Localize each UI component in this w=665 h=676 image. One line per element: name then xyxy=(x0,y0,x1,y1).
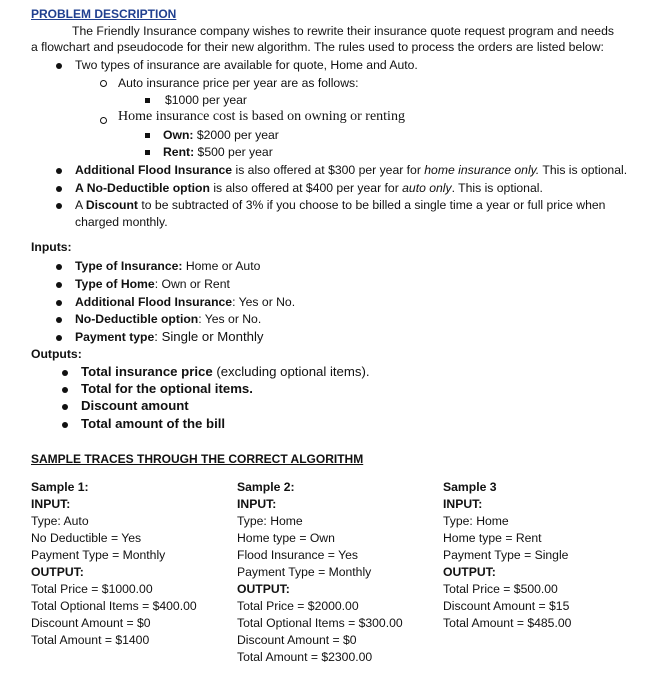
bullet-dot xyxy=(62,404,68,410)
sample-3-input-label: INPUT: xyxy=(443,497,483,511)
discount-line-2: charged monthly. xyxy=(75,215,168,229)
input-item-label: Type of Home xyxy=(75,277,155,291)
discount-text: to be subtracted of 3% if you choose to be billed a single time a year or full price when xyxy=(137,198,606,212)
sample-3-input: Home type = Rent xyxy=(443,531,542,545)
bullet-dot xyxy=(62,387,68,393)
input-item-label: Type of Insurance: xyxy=(75,259,183,273)
discount-pre: A xyxy=(75,198,86,212)
sub-bullet-square xyxy=(145,133,150,138)
sample-2-output: Discount Amount = $0 xyxy=(237,633,357,647)
flood-line xyxy=(75,163,627,178)
sample-1-input: Payment Type = Monthly xyxy=(31,548,166,562)
sample-1-output: Total Optional Items = $400.00 xyxy=(31,599,197,613)
sample-3-output: Total Price = $500.00 xyxy=(443,582,558,596)
auto-heading: Auto insurance price per year are as follows: xyxy=(118,76,359,90)
own-value: $2000 per year xyxy=(193,128,279,142)
bullet-dot xyxy=(56,63,62,69)
output-item-1 xyxy=(81,364,370,379)
input-item xyxy=(75,259,260,274)
bullet-dot xyxy=(56,264,62,270)
flood-bold: Additional Flood Insurance xyxy=(75,163,233,177)
bullet-dot xyxy=(62,422,68,428)
sample-3-title: Sample 3 xyxy=(443,480,497,494)
sample-2-output: Total Optional Items = $300.00 xyxy=(237,616,403,630)
nodeduct-text2: . This is optional. xyxy=(451,181,543,195)
rent-value: $500 per year xyxy=(194,145,273,159)
nodeduct-line xyxy=(75,181,543,196)
bullet-types: Two types of insurance are available for quote, Home and Auto. xyxy=(75,58,418,72)
nodeduct-text1: is also offered at $400 per year for xyxy=(209,181,403,195)
outputs-heading: Outputs: xyxy=(31,347,82,361)
own-line xyxy=(163,128,279,143)
own-label: Own: xyxy=(163,128,194,142)
input-item-label: No-Deductible option xyxy=(75,312,199,326)
sample-2-output-label: OUTPUT: xyxy=(237,582,290,596)
sample-1-output-label: OUTPUT: xyxy=(31,565,84,579)
sample-3-output-label: OUTPUT: xyxy=(443,565,496,579)
output-item-3: Discount amount xyxy=(81,398,189,413)
input-item xyxy=(75,329,263,345)
bullet-dot xyxy=(56,300,62,306)
home-heading: Home insurance cost is based on owning or renting xyxy=(118,109,405,124)
discount-line xyxy=(75,198,605,213)
flood-text2: This is optional. xyxy=(539,163,628,177)
input-item-value: : Single or Monthly xyxy=(154,329,264,344)
sample-1 xyxy=(31,479,197,649)
output-item-2: Total for the optional items. xyxy=(81,381,253,396)
sample-2-output: Total Price = $2000.00 xyxy=(237,599,359,613)
flood-italic: home insurance only. xyxy=(424,163,540,177)
input-item-value: Home or Auto xyxy=(182,259,261,273)
sample-2-output: Total Amount = $2300.00 xyxy=(237,650,373,664)
nodeduct-italic: auto only xyxy=(402,181,452,195)
sample-2-title: Sample 2: xyxy=(237,480,295,494)
sample-1-title: Sample 1: xyxy=(31,480,89,494)
input-item-label: Additional Flood Insurance xyxy=(75,295,233,309)
sample-2-input: Flood Insurance = Yes xyxy=(237,548,358,562)
sample-2 xyxy=(237,479,403,666)
input-item xyxy=(75,312,261,327)
sample-1-input-label: INPUT: xyxy=(31,497,71,511)
input-item-value: : Yes or No. xyxy=(232,295,296,309)
discount-bold: Discount xyxy=(85,198,138,212)
sub-bullet-square xyxy=(145,150,150,155)
sample-1-input: Type: Auto xyxy=(31,514,89,528)
bullet-dot xyxy=(56,203,62,209)
nodeduct-bold: A No-Deductible option xyxy=(75,181,210,195)
intro-line-2: a flowchart and pseudocode for their new algorithm. The rules used to process the orders are listed below: xyxy=(31,40,604,54)
bullet-dot xyxy=(62,370,68,376)
bullet-dot xyxy=(56,335,62,341)
sample-1-output: Total Amount = $1400 xyxy=(31,633,150,647)
sample-3 xyxy=(443,479,571,632)
sub-bullet-circle xyxy=(100,117,107,124)
sample-2-input: Type: Home xyxy=(237,514,303,528)
input-item xyxy=(75,277,230,292)
intro-line-1: The Friendly Insurance company wishes to rewrite their insurance quote request program and needs xyxy=(72,24,614,38)
sample-3-output: Discount Amount = $15 xyxy=(443,599,570,613)
flood-text1: is also offered at $300 per year for xyxy=(232,163,425,177)
sub-bullet-circle xyxy=(100,80,107,87)
auto-price: $1000 per year xyxy=(165,93,247,107)
sample-2-input-label: INPUT: xyxy=(237,497,277,511)
bullet-dot xyxy=(56,317,62,323)
sub-bullet-square xyxy=(145,98,150,103)
sample-1-output: Discount Amount = $0 xyxy=(31,616,151,630)
input-item-value: : Own or Rent xyxy=(154,277,230,291)
sample-3-input: Type: Home xyxy=(443,514,509,528)
input-item-label: Payment type xyxy=(75,330,155,344)
problem-heading: PROBLEM DESCRIPTION xyxy=(31,7,177,21)
inputs-heading: Inputs: xyxy=(31,240,72,254)
input-item-value: : Yes or No. xyxy=(198,312,262,326)
samples-heading: SAMPLE TRACES THROUGH THE CORRECT ALGORITHM xyxy=(31,452,364,466)
output-item-4: Total amount of the bill xyxy=(81,416,226,431)
output-item-1-bold: Total insurance price xyxy=(81,364,213,379)
sample-2-input: Home type = Own xyxy=(237,531,335,545)
bullet-dot xyxy=(56,186,62,192)
output-item-1-text: (excluding optional items). xyxy=(212,364,370,379)
rent-label: Rent: xyxy=(163,145,195,159)
sample-3-output: Total Amount = $485.00 xyxy=(443,616,572,630)
bullet-dot xyxy=(56,282,62,288)
sample-2-input: Payment Type = Monthly xyxy=(237,565,372,579)
sample-3-input: Payment Type = Single xyxy=(443,548,569,562)
sample-1-input: No Deductible = Yes xyxy=(31,531,142,545)
sample-1-output: Total Price = $1000.00 xyxy=(31,582,153,596)
rent-line xyxy=(163,145,273,160)
input-item xyxy=(75,295,295,310)
bullet-dot xyxy=(56,168,62,174)
